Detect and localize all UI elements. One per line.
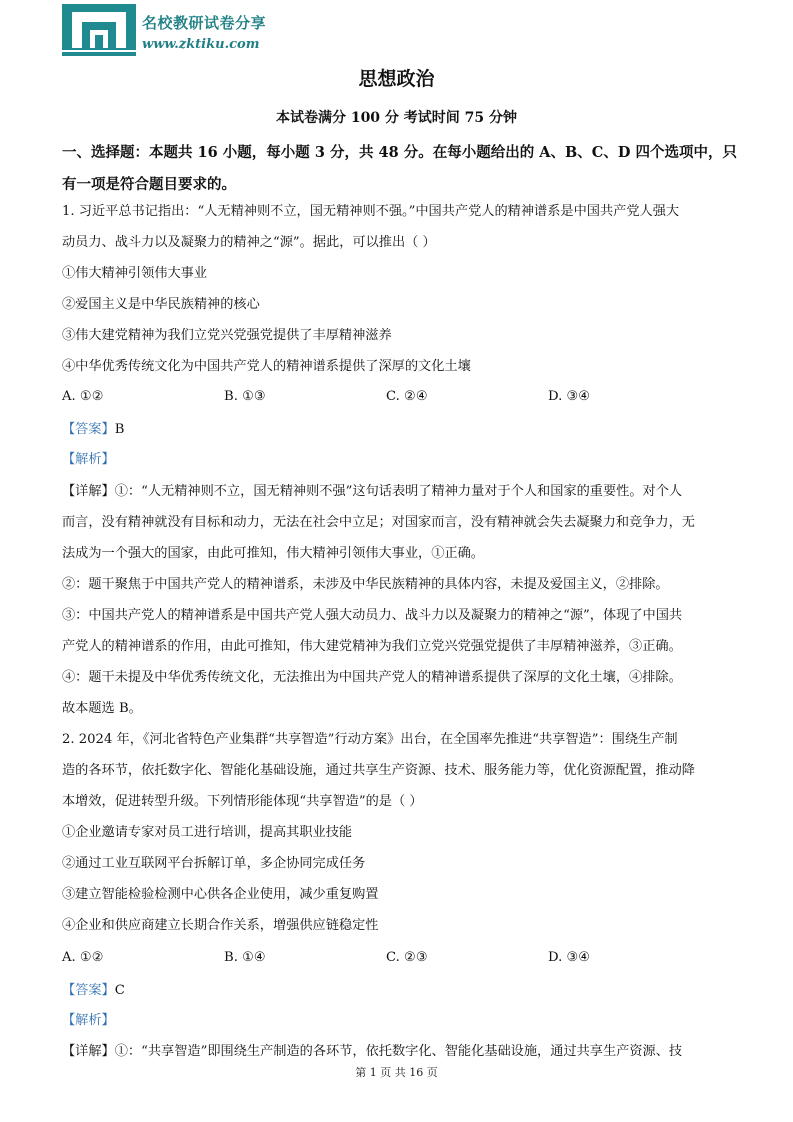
q1-detail-line [62,482,682,502]
q1-option-d: D. ③④ [548,389,591,404]
q2-stem-line: 造的各环节，依托数字化、智能化基础设施，通过共享生产资源、技术、服务能力等，优化资源配置，推动降 [62,763,695,778]
q2-option-c: C. ②③ [386,950,428,965]
q1-detail-line: 法成为一个强大的国家，由此可推知，伟大精神引领伟大事业，①正确。 [62,546,484,561]
logo-emblem-icon [62,4,136,56]
section-heading: 一、选择题：本题共 16 小题，每小题 3 分，共 48 分。在每小题给出的 A、B、C、D 四个选项中，只有一项是符合题目要求的。 [62,144,737,193]
q2-analysis-tag [62,1011,115,1031]
q2-detail-line [62,1042,682,1062]
detail-tag: 【详解】 [62,484,115,499]
q1-detail-line: 产党人的精神谱系的作用，由此可推知，伟大建党精神为我们立党兴党强党提供了丰厚精神滋养，③正确。 [62,639,682,654]
q2-option-a: A. ①② [62,950,104,965]
q1-detail-line: ②：题干聚焦于中国共产党人的精神谱系，未涉及中华民族精神的具体内容，未提及爱国主义，②排除。 [62,577,669,592]
q1-statement: ①伟大精神引领伟大事业 [62,266,208,281]
site-logo [62,4,272,56]
q1-stem-line: 1. 习近平总书记指出：“人无精神则不立，国无精神则不强。”中国共产党人的精神谱系是中国共产党人强大 [62,204,680,219]
detail-text: ①：“人无精神则不立，国无精神则不强”这句话表明了精神力量对于个人和国家的重要性。对个人 [114,484,683,499]
q1-analysis-tag [62,450,115,470]
logo-site-url[interactable]: www.zktiku.com [142,37,260,52]
q1-statement: ②爱国主义是中华民族精神的核心 [62,297,260,312]
q1-conclusion: 故本题选 B。 [62,701,142,716]
analysis-tag: 【解析】 [62,1013,115,1028]
q2-stem-line: 本增效，促进转型升级。下列情形能体现“共享智造”的是（ ） [62,794,423,809]
q2-statement: ②通过工业互联网平台拆解订单，多企协同完成任务 [62,856,366,871]
page-title: 思想政治 [358,68,435,90]
q2-statement: ④企业和供应商建立长期合作关系，增强供应链稳定性 [62,918,379,933]
q1-option-a: A. ①② [62,389,104,404]
q1-answer [62,420,124,440]
q1-stem-line: 动员力、战斗力以及凝聚力的精神之“源”。据此，可以推出（ ） [62,235,436,250]
detail-text: ①：“共享智造”即围绕生产制造的各环节，依托数字化、智能化基础设施，通过共享生产资源、技 [114,1044,683,1059]
q2-stem-line: 2. 2024 年，《河北省特色产业集群“共享智造”行动方案》出台，在全国率先推进“共享智造”：围绕生产制 [62,732,678,747]
answer-tag: 【答案】 [62,422,115,437]
q1-detail-line: ④：题干未提及中华优秀传统文化，无法推出为中国共产党人的精神谱系提供了深厚的文化土壤，④排除。 [62,670,682,685]
answer-value: B [114,422,125,437]
page-number: 第 1 页 共 16 页 [355,1066,438,1079]
q1-detail-line: ③：中国共产党人的精神谱系是中国共产党人强大动员力、战斗力以及凝聚力的精神之“源”，体现了中国共 [62,608,683,623]
q2-option-b: B. ①④ [224,950,266,965]
analysis-tag: 【解析】 [62,452,115,467]
answer-tag: 【答案】 [62,983,115,998]
q2-answer [62,981,125,1001]
q1-option-c: C. ②④ [386,389,428,404]
q2-option-d: D. ③④ [548,950,591,965]
q1-detail-line: 而言，没有精神就没有目标和动力，无法在社会中立足；对国家而言，没有精神就会失去凝聚力和竞争力，无 [62,515,695,530]
detail-tag: 【详解】 [62,1044,115,1059]
exam-info: 本试卷满分 100 分 考试时间 75 分钟 [275,110,518,126]
q1-option-b: B. ①③ [224,389,266,404]
q2-statement: ①企业邀请专家对员工进行培训，提高其职业技能 [62,825,353,840]
q2-statement: ③建立智能检验检测中心供各企业使用，减少重复购置 [62,887,379,902]
answer-value: C [114,983,125,998]
q1-statement: ④中华优秀传统文化为中国共产党人的精神谱系提供了深厚的文化土壤 [62,359,471,374]
logo-site-name: 名校教研试卷分享 [142,14,267,32]
q1-statement: ③伟大建党精神为我们立党兴党强党提供了丰厚精神滋养 [62,328,392,343]
